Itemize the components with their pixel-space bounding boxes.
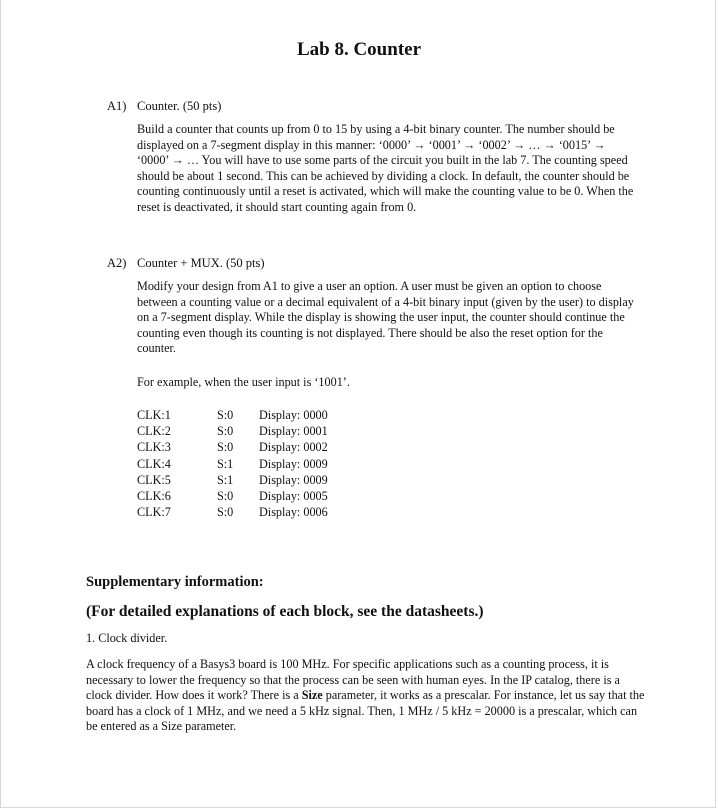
clk-cell: CLK:7 (137, 505, 171, 520)
supplementary-heading: Supplementary information: (86, 574, 264, 590)
question-a1-title: Counter. (50 pts) (137, 99, 222, 113)
clock-divider-text-2: parameter, it works as a prescalar. For instance, let us say that the board has a clock of 1 MHz, and we need a 5 kHz signal. Then, 1 MHz / 5 kHz = 20000 is a prescalar, which can be entered as a Size parameter. (86, 688, 645, 734)
display-cell: Display: 0009 (259, 472, 328, 487)
select-cell: S:1 (217, 456, 234, 471)
example-intro-text: For example, when the user input is ‘1001’. (137, 375, 350, 389)
question-a2-heading (107, 255, 265, 271)
display-cell: Display: 0009 (259, 456, 328, 471)
question-a1-heading (107, 98, 221, 114)
clock-divider-text-1: A clock frequency of a Basys3 board is 100 MHz. For specific applications such as a counting process, it is necessary to lower the frequency so that the process can be seen with human eyes. In the IP catalog, there is a clock divider. How does it work? There is a (86, 657, 620, 703)
display-cell: Display: 0000 (259, 408, 328, 422)
question-a2-title: Counter + MUX. (50 pts) (137, 256, 265, 270)
clk-cell: CLK:4 (137, 456, 171, 471)
question-a2-number: A2) (107, 256, 127, 270)
display-cell: Display: 0005 (259, 488, 328, 503)
example-table (137, 407, 328, 520)
document-title: Lab 8. Counter (296, 39, 422, 60)
question-a1-text: Build a counter that counts up from 0 to 15 by using a 4-bit binary counter. The number should be displayed on a 7-segment display in this manner: ‘0000’ → ‘0001’ → ‘0002’ → … → ‘0015’ → ‘0000’ → … You will have to use some parts of the circuit you built in the lab 7. The counting speed should be about 1 second. This can be achieved by dividing a clock. In default, the counter should be counting continuously until a reset is activated, which will make the counting value to be 0. When the reset is deactivated, it should start counting again from 0. (137, 122, 634, 214)
clk-cell: CLK:3 (137, 440, 171, 455)
table-row (137, 456, 328, 472)
question-a2-text: Modify your design from A1 to give a user an option. A user must be given an option to choose between a counting value or a decimal equivalent of a 4-bit binary input (given by the user) to display on a 7-segment display. While the display is showing the user input, the counter should continue the counting even though its counting is not displayed. There should be also the reset option for the counter. (137, 279, 634, 356)
select-cell: S:0 (217, 505, 234, 520)
display-cell: Display: 0002 (259, 440, 328, 455)
select-cell: S:1 (217, 472, 234, 487)
table-row (137, 423, 328, 439)
select-cell: S:0 (217, 440, 234, 455)
clk-cell: CLK:1 (137, 408, 171, 422)
size-keyword: Size (301, 688, 323, 703)
display-cell: Display: 0006 (259, 505, 328, 520)
clock-divider-paragraph (86, 657, 646, 735)
table-row (137, 504, 328, 520)
clock-divider-heading: 1. Clock divider. (86, 631, 168, 645)
select-cell: S:0 (217, 408, 234, 422)
supplementary-note: (For detailed explanations of each block, see the datasheets.) (86, 603, 484, 620)
table-row (137, 488, 328, 504)
select-cell: S:0 (217, 424, 234, 439)
clk-cell: CLK:5 (137, 472, 171, 487)
select-cell: S:0 (217, 488, 234, 503)
example-intro (137, 375, 637, 391)
table-row (137, 439, 328, 455)
clk-cell: CLK:2 (137, 424, 171, 439)
table-row (137, 407, 328, 423)
display-cell: Display: 0001 (259, 424, 328, 439)
question-a2-body (137, 279, 637, 357)
question-a1-number: A1) (107, 99, 127, 113)
question-a1-body (137, 122, 637, 216)
table-row (137, 472, 328, 488)
clk-cell: CLK:6 (137, 488, 171, 503)
